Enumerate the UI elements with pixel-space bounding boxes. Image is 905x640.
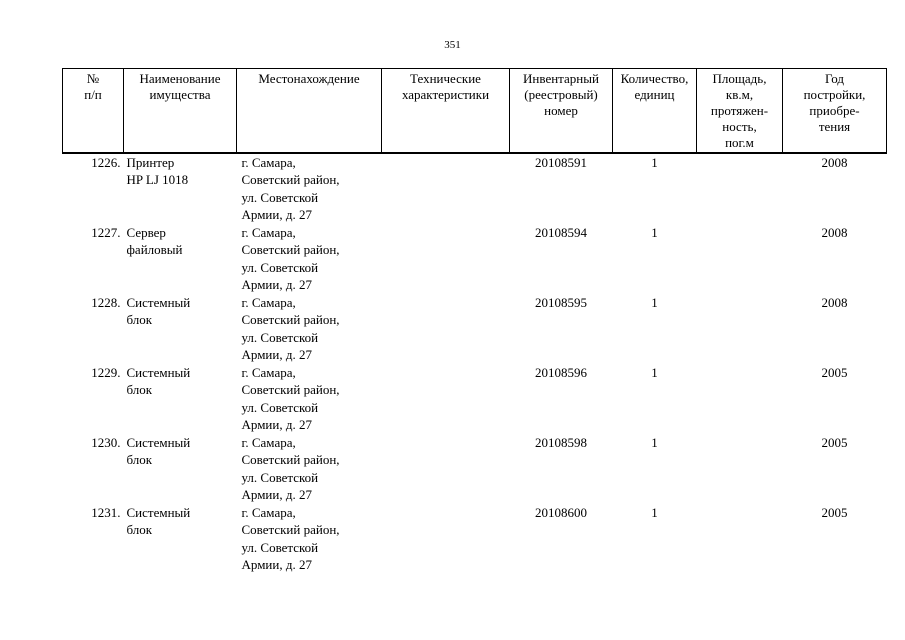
row-item-name: Системный блок bbox=[126, 364, 191, 397]
row-technical bbox=[382, 364, 510, 434]
row-location: г. Самара, Советский район, ул. Советской Армии, д. 27 bbox=[241, 364, 340, 432]
col-header-location: Местонахождение bbox=[237, 69, 382, 153]
row-year: 2008 bbox=[821, 294, 848, 310]
table-row bbox=[63, 224, 887, 294]
row-quantity: 1 bbox=[651, 224, 658, 240]
row-location: г. Самара, Советский район, ул. Советской Армии, д. 27 bbox=[241, 434, 340, 502]
table-row bbox=[63, 364, 887, 434]
row-number: 1228. bbox=[91, 294, 121, 310]
row-area bbox=[697, 364, 783, 434]
row-item-name: Системный блок bbox=[126, 294, 191, 327]
row-location: г. Самара, Советский район, ул. Советской Армии, д. 27 bbox=[241, 224, 340, 292]
table-row bbox=[63, 294, 887, 364]
table-header-row bbox=[63, 69, 887, 153]
table-row bbox=[63, 504, 887, 574]
row-item-name: Принтер HP LJ 1018 bbox=[126, 154, 189, 187]
row-inventory-number: 20108600 bbox=[535, 504, 587, 520]
row-location: г. Самара, Советский район, ул. Советской Армии, д. 27 bbox=[241, 154, 340, 222]
row-inventory-number: 20108598 bbox=[535, 434, 587, 450]
row-year: 2005 bbox=[821, 434, 848, 450]
row-number: 1230. bbox=[91, 434, 121, 450]
row-number: 1227. bbox=[91, 224, 121, 240]
row-year: 2008 bbox=[821, 224, 848, 240]
row-quantity: 1 bbox=[651, 154, 658, 170]
row-item-name: Системный блок bbox=[126, 504, 191, 537]
row-technical bbox=[382, 294, 510, 364]
property-registry-table bbox=[62, 68, 887, 574]
col-header-name: Наименование имущества bbox=[124, 69, 237, 153]
row-inventory-number: 20108595 bbox=[535, 294, 587, 310]
row-number: 1231. bbox=[91, 504, 121, 520]
row-area bbox=[697, 434, 783, 504]
row-number: 1229. bbox=[91, 364, 121, 380]
col-header-inventory: Инвентарный (реестровый) номер bbox=[510, 69, 613, 153]
row-quantity: 1 bbox=[651, 364, 658, 380]
row-quantity: 1 bbox=[651, 434, 658, 450]
table-row bbox=[63, 153, 887, 224]
row-area bbox=[697, 294, 783, 364]
row-item-name: Сервер файловый bbox=[126, 224, 183, 257]
row-quantity: 1 bbox=[651, 504, 658, 520]
row-location: г. Самара, Советский район, ул. Советской Армии, д. 27 bbox=[241, 504, 340, 572]
row-inventory-number: 20108594 bbox=[535, 224, 587, 240]
col-header-quantity: Количество, единиц bbox=[613, 69, 697, 153]
row-year: 2005 bbox=[821, 504, 848, 520]
row-quantity: 1 bbox=[651, 294, 658, 310]
row-number: 1226. bbox=[91, 154, 121, 170]
page-number: 351 bbox=[444, 39, 461, 51]
row-area bbox=[697, 224, 783, 294]
row-technical bbox=[382, 224, 510, 294]
row-technical bbox=[382, 153, 510, 224]
row-location: г. Самара, Советский район, ул. Советской Армии, д. 27 bbox=[241, 294, 340, 362]
row-inventory-number: 20108596 bbox=[535, 364, 587, 380]
col-header-area: Площадь, кв.м, протяжен- ность, пог.м bbox=[697, 69, 783, 153]
row-area bbox=[697, 504, 783, 574]
row-item-name: Системный блок bbox=[126, 434, 191, 467]
row-year: 2005 bbox=[821, 364, 848, 380]
row-technical bbox=[382, 504, 510, 574]
row-inventory-number: 20108591 bbox=[535, 154, 587, 170]
col-header-year: Год постройки, приобре- тения bbox=[783, 69, 887, 153]
table-row bbox=[63, 434, 887, 504]
col-header-technical: Технические характеристики bbox=[382, 69, 510, 153]
row-technical bbox=[382, 434, 510, 504]
col-header-number: № п/п bbox=[63, 69, 124, 153]
row-area bbox=[697, 153, 783, 224]
row-year: 2008 bbox=[821, 154, 848, 170]
